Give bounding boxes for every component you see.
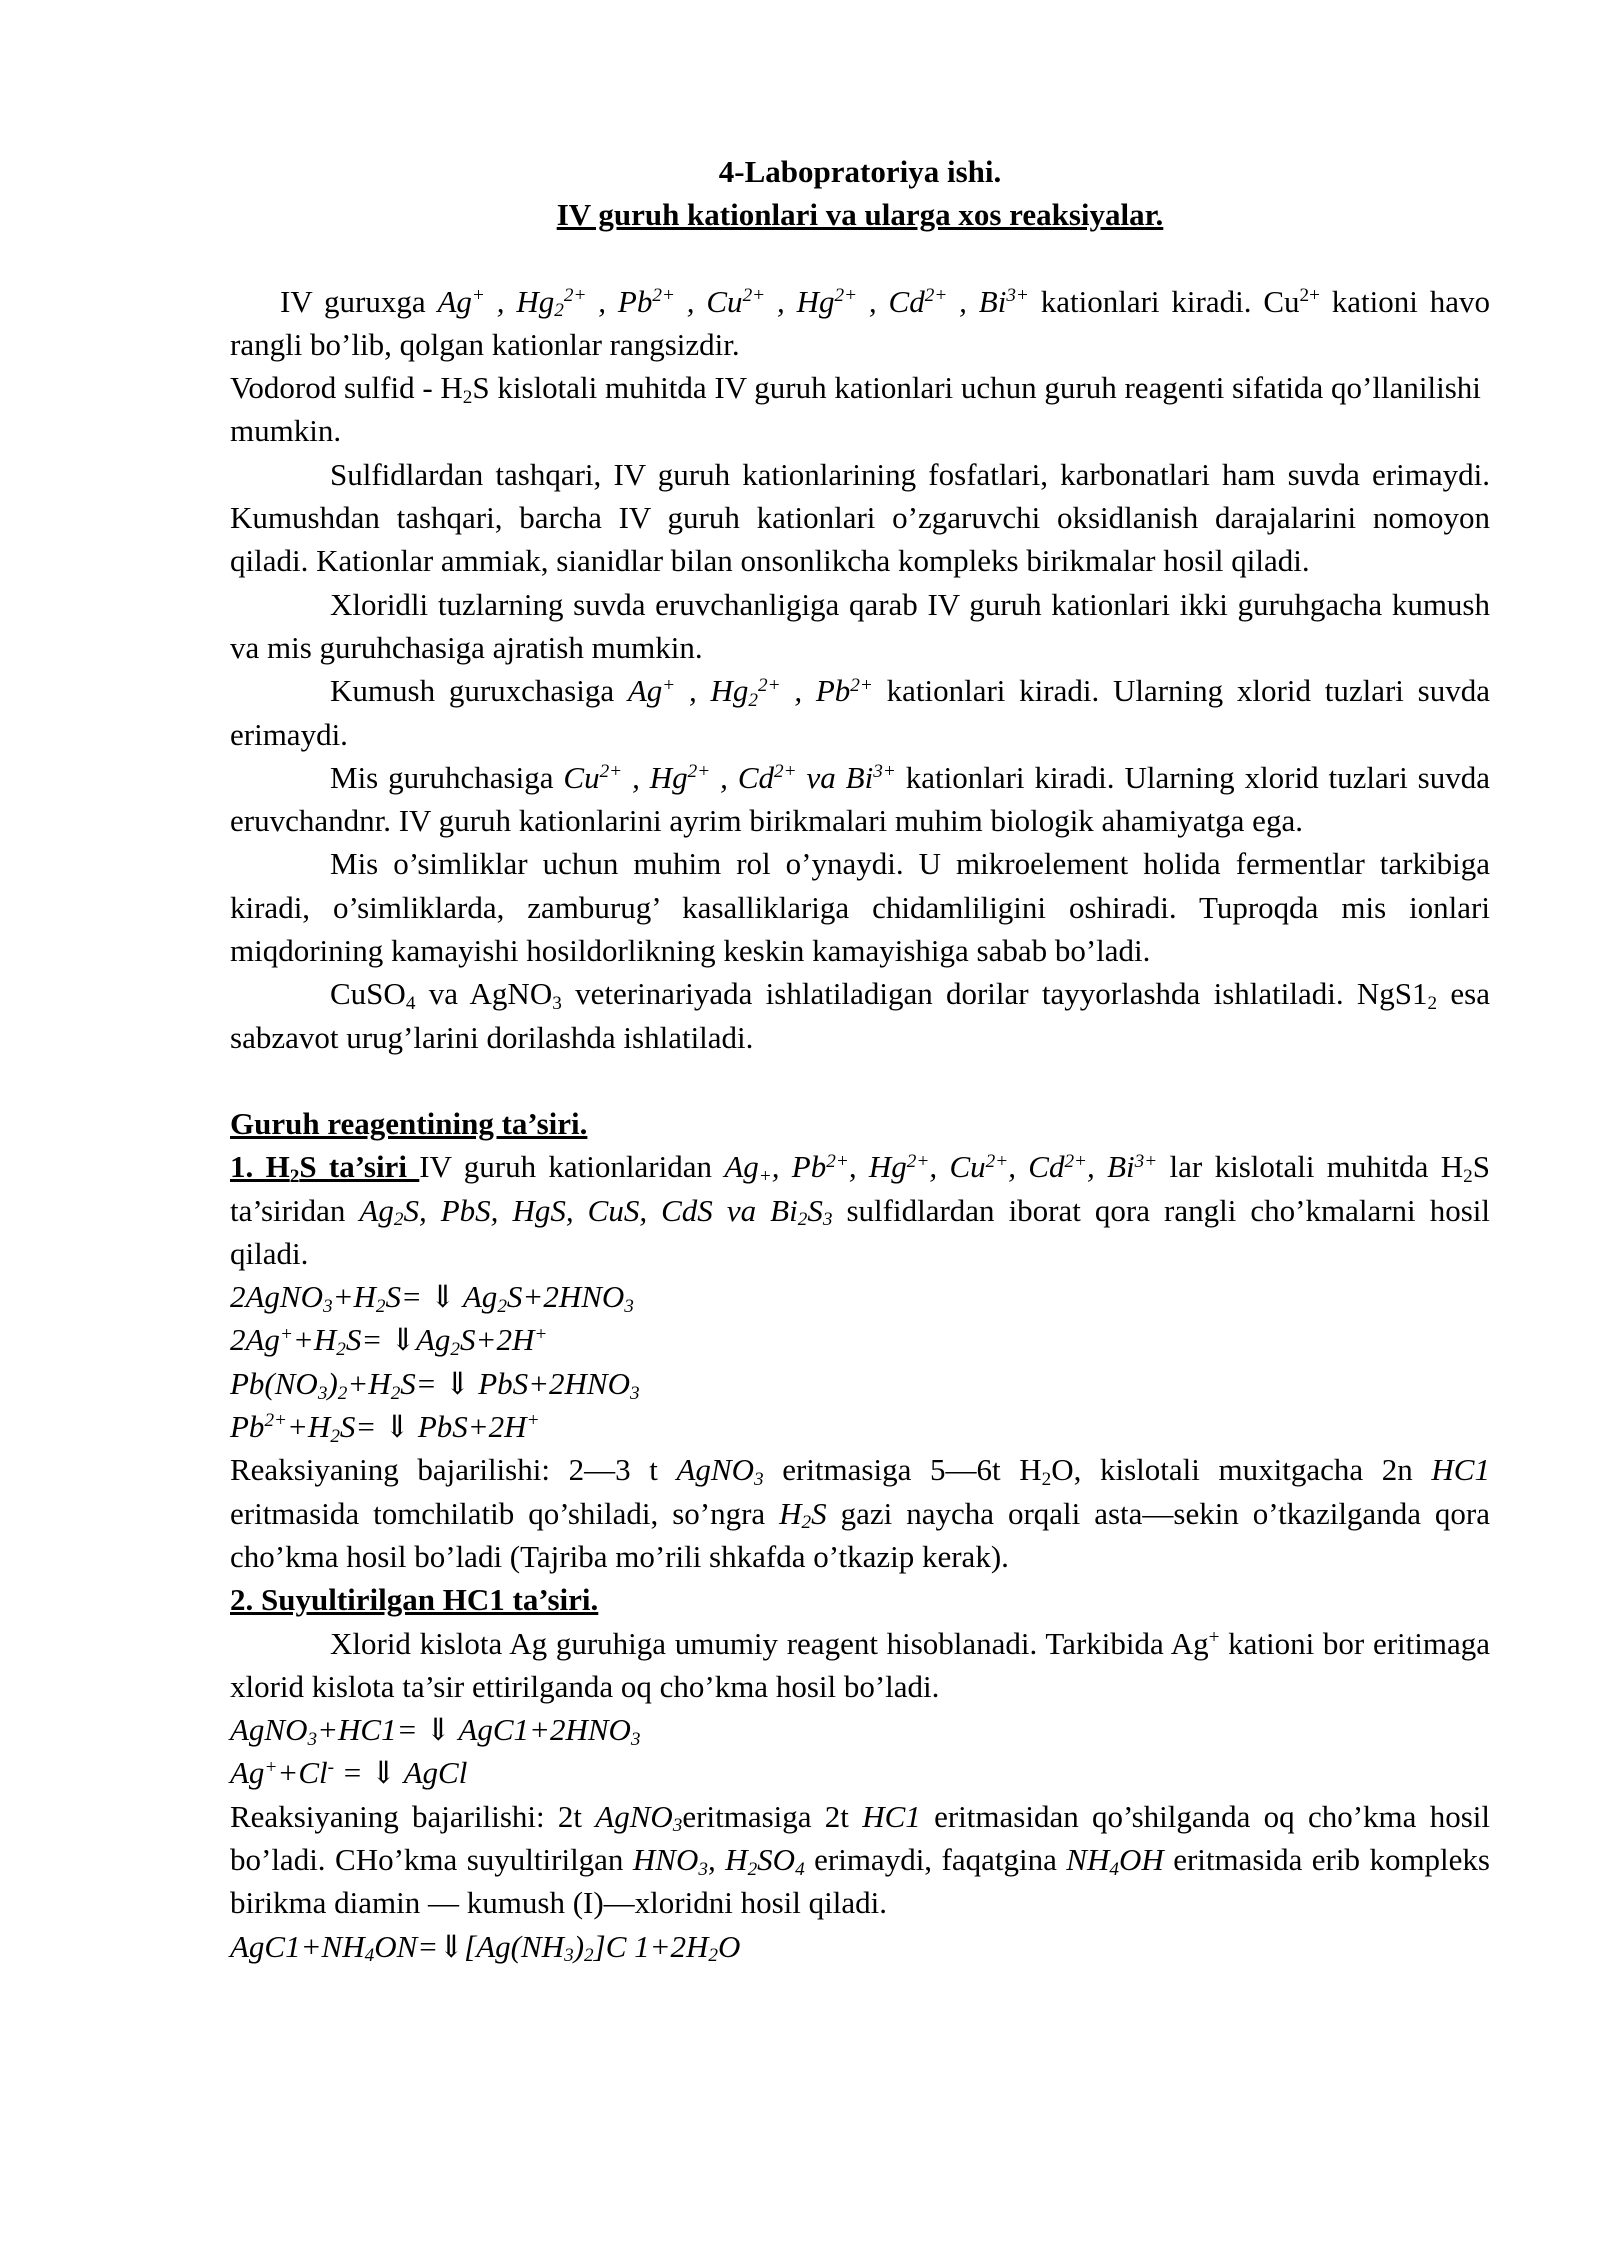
section-2-paragraph-2: Reaksiyaning bajarilishi: 2t AgNO$_3$eritmasiga 2t HC1 eritmasidan qo’shilganda oq cho’kma hosil bo’ladi. CHo’kma suyultirilgan $HNO_3$, $H_2SO_4$ erimaydi, faqatgina $NH_4OH$ eritmasida erib kompleks birikma diamin — kumush (I)—xloridni hosil qiladi.: [230, 1798, 1491, 1921]
equation-3: $Pb(NO_3)_2+H_2S=$ ⇓ $PbS+2HNO_3$: [230, 1365, 640, 1404]
spacer: [230, 237, 1490, 280]
document-page: [230, 150, 1490, 1968]
section-2-paragraph-1: Xlorid kislota Ag guruhiga umumiy reagent hisoblanadi. Tarkibida Ag+ kationi bor eritimaga xlorid kislota ta’sir ettirilganda oq cho’kma hosil bo’ladi.: [230, 1625, 1490, 1704]
intro-paragraph-6: Mis guruhchasiga $Cu^{2+}$ , $Hg^{2+}$ , $Cd^{2+}$ va $Bi^{3+}$ kationlari kiradi. Ularning xlorid tuzlari suvda eruvchandnr. IV guruh kationlarini ayrim birikmalari muhim biologik ahamiyatga ega.: [230, 759, 1490, 839]
intro-paragraph-5: Kumush guruxchasiga Ag+ , $Hg_2^{2+}$ , $Pb^{2+}$ kationlari kiradi. Ularning xlorid tuzlari suvda erimaydi.: [230, 673, 1490, 752]
equation-7: $AgC1+NH_4ON=⇓[Ag(NH_3)_2]C$ $1+2H_2O$: [230, 1928, 741, 1967]
section-1-heading: Guruh reagentining ta’siri.: [230, 1105, 588, 1141]
intro-paragraph-2: Vodorod sulfid - $H_2S$ kislotali muhitda IV guruh kationlari uchun guruh reagenti sifatida qo’llanilishi mumkin.: [230, 370, 1481, 449]
lab-subtitle: IV guruh kationlari va ularga xos reaksiyalar.: [556, 197, 1164, 233]
section-2-heading: 2. Suyultirilgan HC1 ta’siri.: [230, 1582, 599, 1618]
equation-6: Ag++Cl- = ⇓ AgCl: [230, 1755, 468, 1791]
intro-paragraph-8: CuSO$_4$ va AgNO$_3$ veterinariyada ishlatiladigan dorilar tayyorlashda ishlatiladi. $NgS1_2$ esa sabzavot urug’larini dorilashda ishlatiladi.: [230, 976, 1490, 1055]
intro-paragraph-4: Xloridli tuzlarning suvda eruvchanligiga qarab IV guruh kationlari ikki guruhgacha kumush va mis guruhchasiga ajratish mumkin.: [230, 586, 1490, 665]
intro-paragraph-7: Mis o’simliklar uchun muhim rol o’ynaydi. U mikroelement holida fermentlar tarkibiga kiradi, o’simliklarda, zamburug’ kasalliklariga chidamliligini oshiradi. Tuproqda mis ionlari miqdorining kamayishi hosildorlikning keskin kamayishiga sabab bo’ladi.: [230, 846, 1490, 969]
equation-4: $Pb^{2+}+H_2S=$ ⇓ PbS+2H+: [230, 1409, 540, 1447]
section-1-paragraph-1: 1. $H_2S$ ta’siri IV guruh kationlaridan $Ag_+$, $Pb^{2+}$, $Hg^{2+}$, $Cu^{2+}$, $Cd^{2+}$, $Bi^{3+}$ lar kislotali muhitda $H_2S$ ta’siridan $Ag_2S$, PbS, HgS, CuS, CdS va $Bi_2S_3$ sulfidlardan iborat qora rangli cho’kmalarni hosil qiladi.: [230, 1149, 1490, 1271]
lab-title: 4-Labopratoriya ishi.: [718, 154, 1002, 189]
section-1-paragraph-2: Reaksiyaning bajarilishi: 2—3 t AgNO$_3$ eritmasiga 5—6t $H_2O$, kislotali muxitgacha 2n HC1 eritmasida tomchilatib qo’shiladi, so’ngra $H_2S$ gazi naycha orqali asta—sekin o’tkazilganda qora cho’kma hosil bo’ladi (Tajriba mo’rili shkafda o’tkazip kerak).: [230, 1452, 1490, 1574]
equation-1: $2AgNO_3+H_2S=$ ⇓ $Ag_2S+2HNO_3$: [230, 1279, 634, 1317]
intro-paragraph-3: Sulfidlardan tashqari, IV guruh kationlarining fosfatlari, karbonatlari ham suvda erimaydi. Kumushdan tashqari, barcha IV guruh kationlari o’zgaruvchi oksidlanish darajalarini nomoyon qiladi. Kationlar ammiak, sianidlar bilan onsonlikcha kompleks birikmalar hosil qiladi.: [230, 456, 1490, 579]
equation-5: AgNO$_3$+HC1= ⇓ $AgC1+2HNO_3$: [230, 1712, 641, 1750]
spacer: [230, 1059, 1490, 1102]
intro-paragraph-1: IV guruxga Ag+ , $Hg_2^{2+}$ , $Pb^{2+}$ , $Cu^{2+}$ , $Hg^{2+}$ , $Cd^{2+}$ , $Bi^{3+}$ kationlari kiradi. $Cu^{2+}$ kationi havo rangli bo’lib, qolgan kationlar rangsizdir.: [230, 283, 1491, 362]
equation-2: $2Ag^++H_2S=$ $⇓Ag_2S+2H^+$: [230, 1322, 548, 1361]
